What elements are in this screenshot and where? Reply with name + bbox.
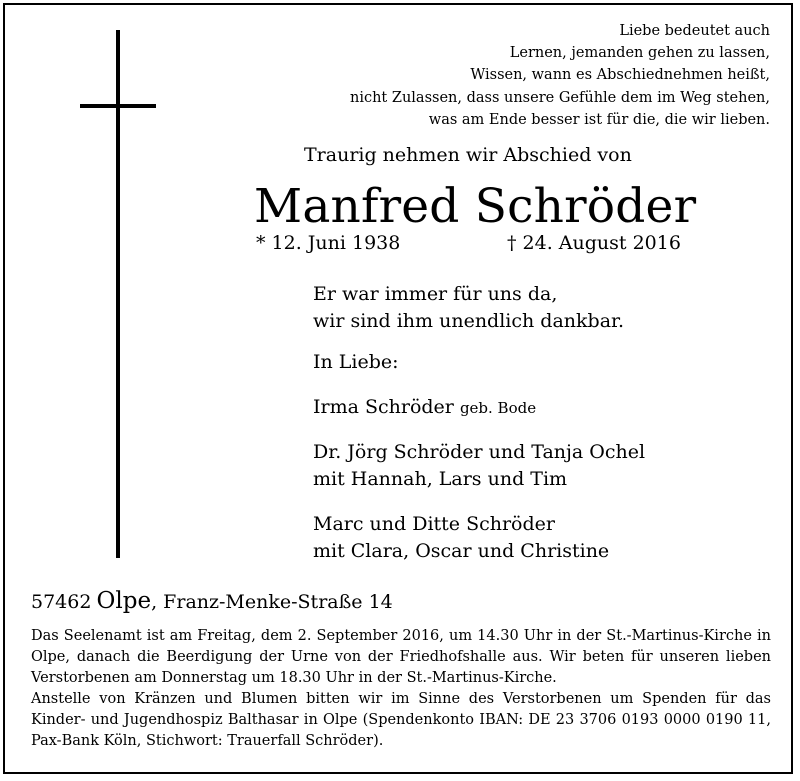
in-love-label: In Liebe: — [313, 351, 399, 373]
widow-name: Irma Schröder — [313, 396, 454, 418]
tribute-line: Er war immer für uns da, — [313, 283, 558, 305]
address-street: , Franz-Menke-Straße 14 — [151, 591, 393, 613]
cross-horizontal-bar — [80, 104, 156, 108]
info-line: Verstorbenen am Donnerstag um 18.30 Uhr in der St.-Martinus-Kirche. — [31, 670, 557, 686]
tribute-line: wir sind ihm unendlich dankbar. — [313, 310, 625, 332]
widow-maiden-name: geb. Bode — [459, 399, 537, 417]
poem-line: Wissen, wann es Abschiednehmen heißt, — [470, 67, 770, 84]
family-line: Dr. Jörg Schröder und Tanja Ochel — [313, 441, 646, 463]
cross-vertical-bar — [116, 30, 120, 558]
family-line: Marc und Ditte Schröder — [313, 513, 555, 535]
info-line: Das Seelenamt ist am Freitag, dem 2. September 2016, um 14.30 Uhr in der St.-Martinus-Kirche in — [31, 628, 771, 644]
address-zip: 57462 — [31, 591, 92, 613]
poem — [350, 20, 770, 131]
mourner-family-1 — [313, 439, 645, 493]
poem-line: nicht Zulassen, dass unsere Gefühle dem im Weg stehen, — [350, 89, 770, 106]
poem-line: was am Ende besser ist für die, die wir lieben. — [428, 111, 770, 128]
poem-line: Liebe bedeutet auch — [619, 23, 770, 39]
birth-date: * 12. Juni 1938 — [256, 232, 401, 254]
tribute — [313, 281, 624, 335]
deceased-name: Manfred Schröder — [254, 179, 697, 234]
family-line: mit Hannah, Lars und Tim — [313, 468, 568, 490]
service-info — [31, 626, 771, 752]
info-line: Olpe, danach die Beerdigung der Urne von der Friedhofshalle aus. Wir beten für unseren lieben — [31, 649, 771, 665]
death-date: † 24. August 2016 — [507, 232, 681, 254]
mourner-widow — [313, 394, 536, 422]
family-line: mit Clara, Oscar und Christine — [313, 540, 610, 562]
address-city: Olpe — [96, 588, 152, 614]
mourner-family-2 — [313, 511, 609, 565]
poem-line: Lernen, jemanden gehen zu lassen, — [509, 45, 770, 62]
info-line: Kinder- und Jugendhospiz Balthasar in Olpe (Spendenkonto IBAN: DE 23 3706 0193 0000 0190 11, — [31, 712, 771, 728]
intro-text: Traurig nehmen wir Abschied von — [304, 144, 632, 166]
info-line: Pax-Bank Köln, Stichwort: Trauerfall Schröder). — [31, 733, 384, 749]
info-line: Anstelle von Kränzen und Blumen bitten wir im Sinne des Verstorbenen um Spenden für das — [31, 691, 771, 707]
address — [31, 588, 393, 614]
